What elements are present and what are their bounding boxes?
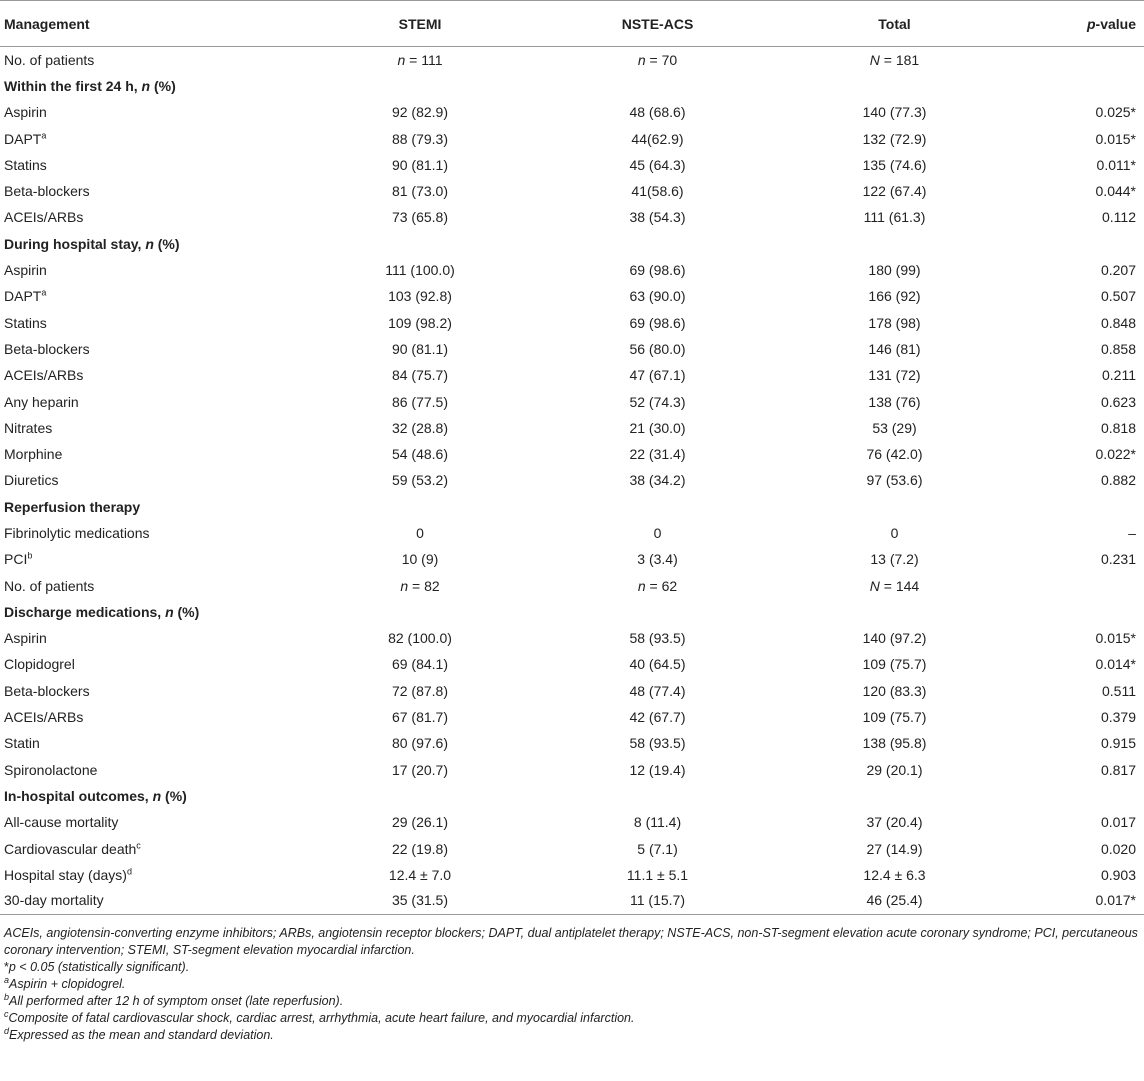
cell-nste-acs: 48 (68.6) [629,104,686,121]
cell-nste-acs: 42 (67.7) [629,709,686,726]
cell-total: 120 (83.3) [862,682,927,699]
row-label: Statin [4,735,40,752]
cell-stemi: 72 (87.8) [391,682,449,699]
cell-stemi: n = 82 [400,577,440,594]
cell-total: 37 (20.4) [866,814,923,831]
row-label: Aspirin [4,262,47,279]
cell-p-value: 0.015* [1095,130,1136,147]
section-title: In-hospital outcomes, n (%) [4,787,187,804]
cell-nste-acs: 22 (31.4) [629,446,686,463]
cell-p-value: 0.511 [1102,682,1136,699]
cell-nste-acs: 21 (30.0) [629,419,686,436]
row-label: DAPT$^a$ [4,129,47,147]
section-header-row [0,494,1144,520]
table-row [0,178,1144,204]
cell-total: 0 [890,524,899,541]
table-row [0,467,1144,493]
cell-nste-acs: 38 (34.2) [629,472,686,489]
cell-nste-acs: 69 (98.6) [629,314,686,331]
cell-total: 109 (75.7) [862,656,927,673]
cell-stemi: 111 (100.0) [385,262,455,279]
row-label: All-cause mortality [4,814,119,831]
cell-total: 140 (97.2) [862,630,927,647]
cell-nste-acs: 48 (77.4) [629,682,686,699]
table-row [0,651,1144,677]
cell-nste-acs: 69 (98.6) [629,262,686,279]
cell-p-value: 0.112 [1102,209,1136,226]
section-title: Reperfusion therapy [4,498,141,515]
cell-stemi: 35 (31.5) [300,888,540,914]
cell-stemi: 103 (92.8) [388,288,452,305]
row-label: PCI$^b$ [4,550,33,568]
cell-stemi: 92 (82.9) [391,104,449,121]
section-header-row [0,231,1144,257]
cell-stemi: 88 (79.3) [391,130,449,147]
cell-stemi: 10 (9) [401,551,439,568]
footnote-b: $^b$All performed after 12 h of symptom onset (late reperfusion). [4,991,344,1008]
cell-p-value: 0.623 [1100,393,1136,410]
cell-p-value: 0.818 [1100,419,1136,436]
cell-total: 12.4 ± 6.3 [863,866,926,883]
header-total: Total [775,1,1014,47]
cell-stemi: 80 (97.6) [391,735,449,752]
table-row [0,625,1144,651]
table-body [0,47,1144,915]
cell-p-value: 0.022* [1095,446,1136,463]
cell-total: 27 (14.9) [866,840,923,857]
cell-nste-acs: 44(62.9) [631,130,684,147]
cell-p-value: 0.882 [1100,472,1136,489]
cell-total: 132 (72.9) [862,130,927,147]
table-row [0,441,1144,467]
row-label: Morphine [4,446,63,463]
cell-total: 178 (98) [868,314,921,331]
row-label: Beta-blockers [4,340,90,357]
table-row [0,388,1144,414]
cell-total: 166 (92) [868,288,921,305]
cell-stemi: 81 (73.0) [391,183,449,200]
cell-stemi: 86 (77.5) [391,393,449,410]
header-row [0,1,1144,47]
cell-nste-acs: 38 (54.3) [629,209,686,226]
cell-stemi: 69 (84.1) [391,656,449,673]
cell-nste-acs: 3 (3.4) [637,551,678,568]
cell-total: 135 (74.6) [862,156,927,173]
cell-p-value: 0.858 [1100,340,1136,357]
cell-stemi: 82 (100.0) [388,630,452,647]
cell-p-value: 0.025* [1095,104,1136,121]
section-header-row [0,599,1144,625]
cell-p-value: 0.211 [1102,367,1136,384]
cell-stemi: 84 (75.7) [391,367,449,384]
cell-nste-acs: 8 (11.4) [633,814,682,831]
footnote-a: $^a$Aspirin + clopidogrel. [4,974,126,991]
cell-nste-acs: 40 (64.5) [629,656,686,673]
table-row [0,730,1144,756]
cell-nste-acs: 41(58.6) [631,183,684,200]
cell-p-value: 0.379 [1100,709,1136,726]
table-footnotes [0,915,1144,1044]
table-row [0,809,1144,835]
cell-p-value: 0.507 [1100,288,1136,305]
cell-stemi: 67 (81.7) [391,709,449,726]
row-label: Aspirin [4,104,47,121]
patient-count-row [0,572,1144,598]
cell-p-value: 0.017* [1014,888,1144,914]
row-label: Nitrates [4,419,53,436]
row-label: Any heparin [4,393,79,410]
cell-nste-acs: 12 (19.4) [629,761,686,778]
row-label: Hospital stay (days)$^d$ [4,866,132,883]
cell-nste-acs: n = 62 [637,577,678,594]
cell-nste-acs: 11 (15.7) [540,888,775,914]
cell-stemi: n = 111 [397,51,443,68]
cell-p-value: 0.207 [1100,262,1136,279]
row-label: Diuretics [4,472,59,489]
cell-stemi: 0 [416,524,424,541]
row-label: ACEIs/ARBs [4,709,84,726]
cell-p-value: 0.915 [1100,735,1136,752]
cell-stemi: 59 (53.2) [391,472,449,489]
cell-total: N = 144 [869,577,920,594]
cell-p-value: 0.903 [1100,866,1136,883]
row-label: Clopidogrel [4,656,75,673]
row-label: Beta-blockers [4,682,90,699]
cell-nste-acs: 0 [653,524,662,541]
footnote-significance: *p < 0.05 (statistically significant). [4,959,190,974]
table-row [0,757,1144,783]
row-label: Statins [4,314,47,331]
cell-nste-acs: 47 (67.1) [629,367,686,384]
cell-p-value [1014,47,1144,73]
cell-total: 111 (61.3) [863,209,926,226]
table-row [0,704,1144,730]
table-row [0,546,1144,572]
table-row [0,152,1144,178]
cell-total: 140 (77.3) [862,104,927,121]
section-header-row [0,783,1144,809]
cell-total: 138 (95.8) [862,735,927,752]
cell-stemi: 73 (65.8) [391,209,449,226]
cell-stemi: 29 (26.1) [391,814,449,831]
section-title: Discharge medications, n (%) [4,603,200,620]
cell-total: 46 (25.4) [775,888,1014,914]
row-label: No. of patients [4,51,95,68]
patient-count-row [0,47,1144,73]
table-row [0,835,1144,861]
cell-p-value: 0.014* [1095,656,1136,673]
table-row [0,257,1144,283]
table-row [0,336,1144,362]
footnote-c: $^c$Composite of fatal cardiovascular shock, cardiac arrest, arrhythmia, acute heart failure, and myocardial infarction. [4,1008,635,1025]
cell-stemi: 12.4 ± 7.0 [388,866,452,883]
cell-total: 76 (42.0) [866,446,923,463]
cell-nste-acs: 11.1 ± 5.1 [626,866,689,883]
cell-p-value: 0.017 [1100,814,1136,831]
cell-p-value: – [1128,524,1136,541]
cell-p-value: 0.044* [1095,183,1136,200]
cell-nste-acs: 58 (93.5) [629,630,686,647]
cell-p-value: 0.848 [1100,314,1136,331]
header-p-value [1014,1,1144,47]
cell-p-value: 0.020 [1100,840,1136,857]
cell-p-value: 0.011* [1096,156,1136,173]
cell-p-value: 0.015* [1095,630,1136,647]
row-label: Cardiovascular death$^c$ [4,839,141,857]
cell-total: 29 (20.1) [866,761,923,778]
cell-nste-acs: 63 (90.0) [629,288,686,305]
footnote-abbreviations: ACEIs, angiotensin-converting enzyme inhibitors; ARBs, angiotensin receptor blockers; DAPT, dual antiplatelet therapy; NSTE-ACS, non-ST-segment elevation acute coronary syndrome; PCI, percutaneous coronary intervention; STEMI, ST-segment elevation myocardial infarction. [4,925,1138,957]
row-label: 30-day mortality [0,888,300,914]
cell-total: 109 (75.7) [862,709,927,726]
cell-total: 131 (72) [868,367,921,384]
row-label: Statins [4,156,47,173]
cell-stemi: 90 (81.1) [391,340,449,357]
cell-p-value [1014,572,1144,598]
cell-nste-acs: 56 (80.0) [629,340,686,357]
header-nste-acs: NSTE-ACS [540,1,775,47]
cell-p-value: 0.817 [1100,761,1136,778]
table-row [0,283,1144,309]
table-row [0,99,1144,125]
row-label: Beta-blockers [4,183,90,200]
cell-stemi: 90 (81.1) [391,156,449,173]
cell-p-value: 0.231 [1100,551,1136,568]
cell-nste-acs: 45 (64.3) [629,156,686,173]
table-row [0,888,1144,914]
cell-nste-acs: 58 (93.5) [629,735,686,752]
row-label: DAPT$^a$ [4,287,47,305]
cell-total: N = 181 [869,51,920,68]
table-row [0,125,1144,151]
section-title: Within the first 24 h, n (%) [4,77,176,94]
cell-total: 53 (29) [872,419,917,436]
cell-nste-acs: 52 (74.3) [629,393,686,410]
cell-stemi: 109 (98.2) [388,314,452,331]
footnote-d: $^d$Expressed as the mean and standard deviation. [4,1025,274,1042]
cell-total: 13 (7.2) [870,551,919,568]
cell-total: 146 (81) [868,340,921,357]
row-label: Spironolactone [4,761,98,778]
table-row [0,309,1144,335]
table-row [0,862,1144,888]
row-label: Fibrinolytic medications [4,524,150,541]
cell-stemi: 17 (20.7) [391,761,449,778]
cell-total: 180 (99) [868,262,921,279]
section-title: During hospital stay, n (%) [4,235,180,252]
row-label: ACEIs/ARBs [4,209,84,226]
header-stemi: STEMI [300,1,540,47]
header-management: Management [0,1,300,47]
row-label: ACEIs/ARBs [4,367,84,384]
row-label: No. of patients [4,577,95,594]
cell-nste-acs: 5 (7.1) [637,840,678,857]
table-row [0,362,1144,388]
row-label: Aspirin [4,630,47,647]
cell-stemi: 22 (19.8) [391,840,449,857]
cell-total: 138 (76) [868,393,921,410]
section-header-row [0,73,1144,99]
cell-stemi: 54 (48.6) [391,446,449,463]
table-row [0,678,1144,704]
cell-total: 122 (67.4) [862,183,927,200]
table-row [0,520,1144,546]
header-p-rest: -value [1095,15,1136,32]
cell-nste-acs: n = 70 [637,51,678,68]
cell-stemi: 32 (28.8) [391,419,449,436]
table-row [0,415,1144,441]
header-p-italic: p [1086,15,1096,32]
table-row [0,204,1144,230]
cell-total: 97 (53.6) [866,472,923,489]
